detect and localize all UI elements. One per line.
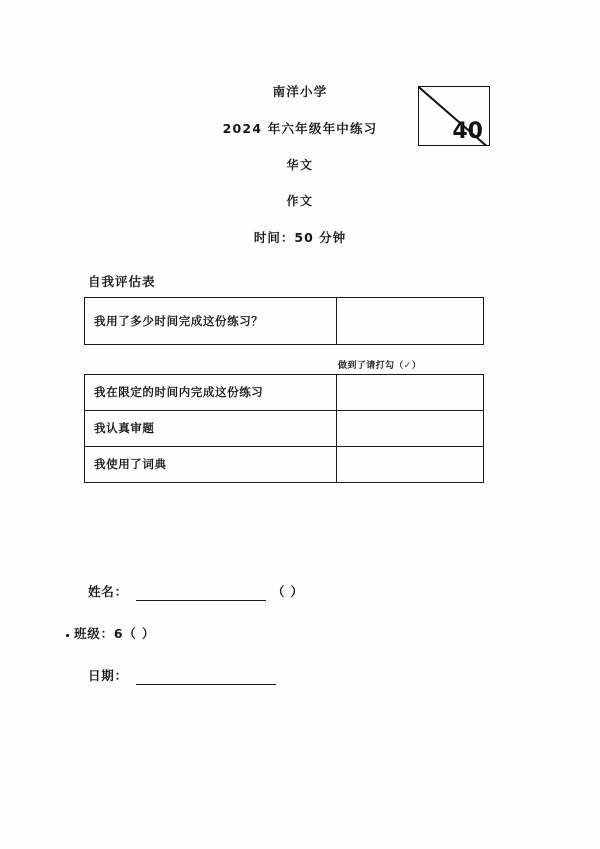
name-index-paren: （ ） — [272, 584, 304, 599]
exam-title: 2024 年六年级年中练习 — [222, 121, 378, 136]
table-row — [85, 411, 483, 447]
self-assessment-title: 自我评估表 — [88, 274, 156, 289]
subject-name: 华文 — [286, 158, 314, 172]
duration-text: 时间：50 分钟 — [253, 230, 347, 245]
checklist-tick-cell[interactable] — [337, 375, 483, 410]
total-marks: 40 — [452, 119, 483, 144]
checklist-tick-cell[interactable] — [337, 411, 483, 446]
checklist-item-label: 我使用了词典 — [94, 457, 167, 472]
class-field-row — [0, 620, 600, 662]
time-answer-cell[interactable] — [337, 298, 483, 344]
time-question-label: 我用了多少时间完成这份练习？ — [94, 313, 264, 328]
score-box — [418, 86, 490, 146]
name-label: 姓名： — [88, 584, 128, 599]
school-name: 南洋小学 — [272, 84, 328, 99]
checklist-label-cell — [85, 447, 337, 482]
checklist-item-label: 我在限定的时间内完成这份练习 — [94, 385, 264, 400]
checklist-label-cell — [85, 411, 337, 446]
paper-name: 作文 — [286, 194, 314, 208]
tick-instruction: 做到了请打勾（✓） — [338, 361, 422, 371]
table-row — [85, 447, 483, 482]
date-write-line[interactable] — [136, 684, 276, 685]
checklist-item-label: 我认真审题 — [94, 421, 155, 436]
checklist-tick-cell[interactable] — [337, 447, 483, 482]
paper-header — [0, 82, 600, 265]
checklist-label-cell — [85, 375, 337, 410]
name-field-row — [0, 578, 600, 620]
date-field-row — [0, 662, 600, 704]
class-label: 班级：6（ ） — [74, 626, 156, 641]
table-row — [85, 375, 483, 411]
name-write-line[interactable] — [136, 600, 266, 601]
student-info-fields — [0, 578, 600, 704]
date-label: 日期： — [88, 668, 128, 683]
time-question-table — [84, 297, 484, 345]
stray-mark-dot — [66, 634, 69, 637]
self-assessment-table — [84, 374, 484, 483]
time-question-cell — [85, 298, 337, 344]
